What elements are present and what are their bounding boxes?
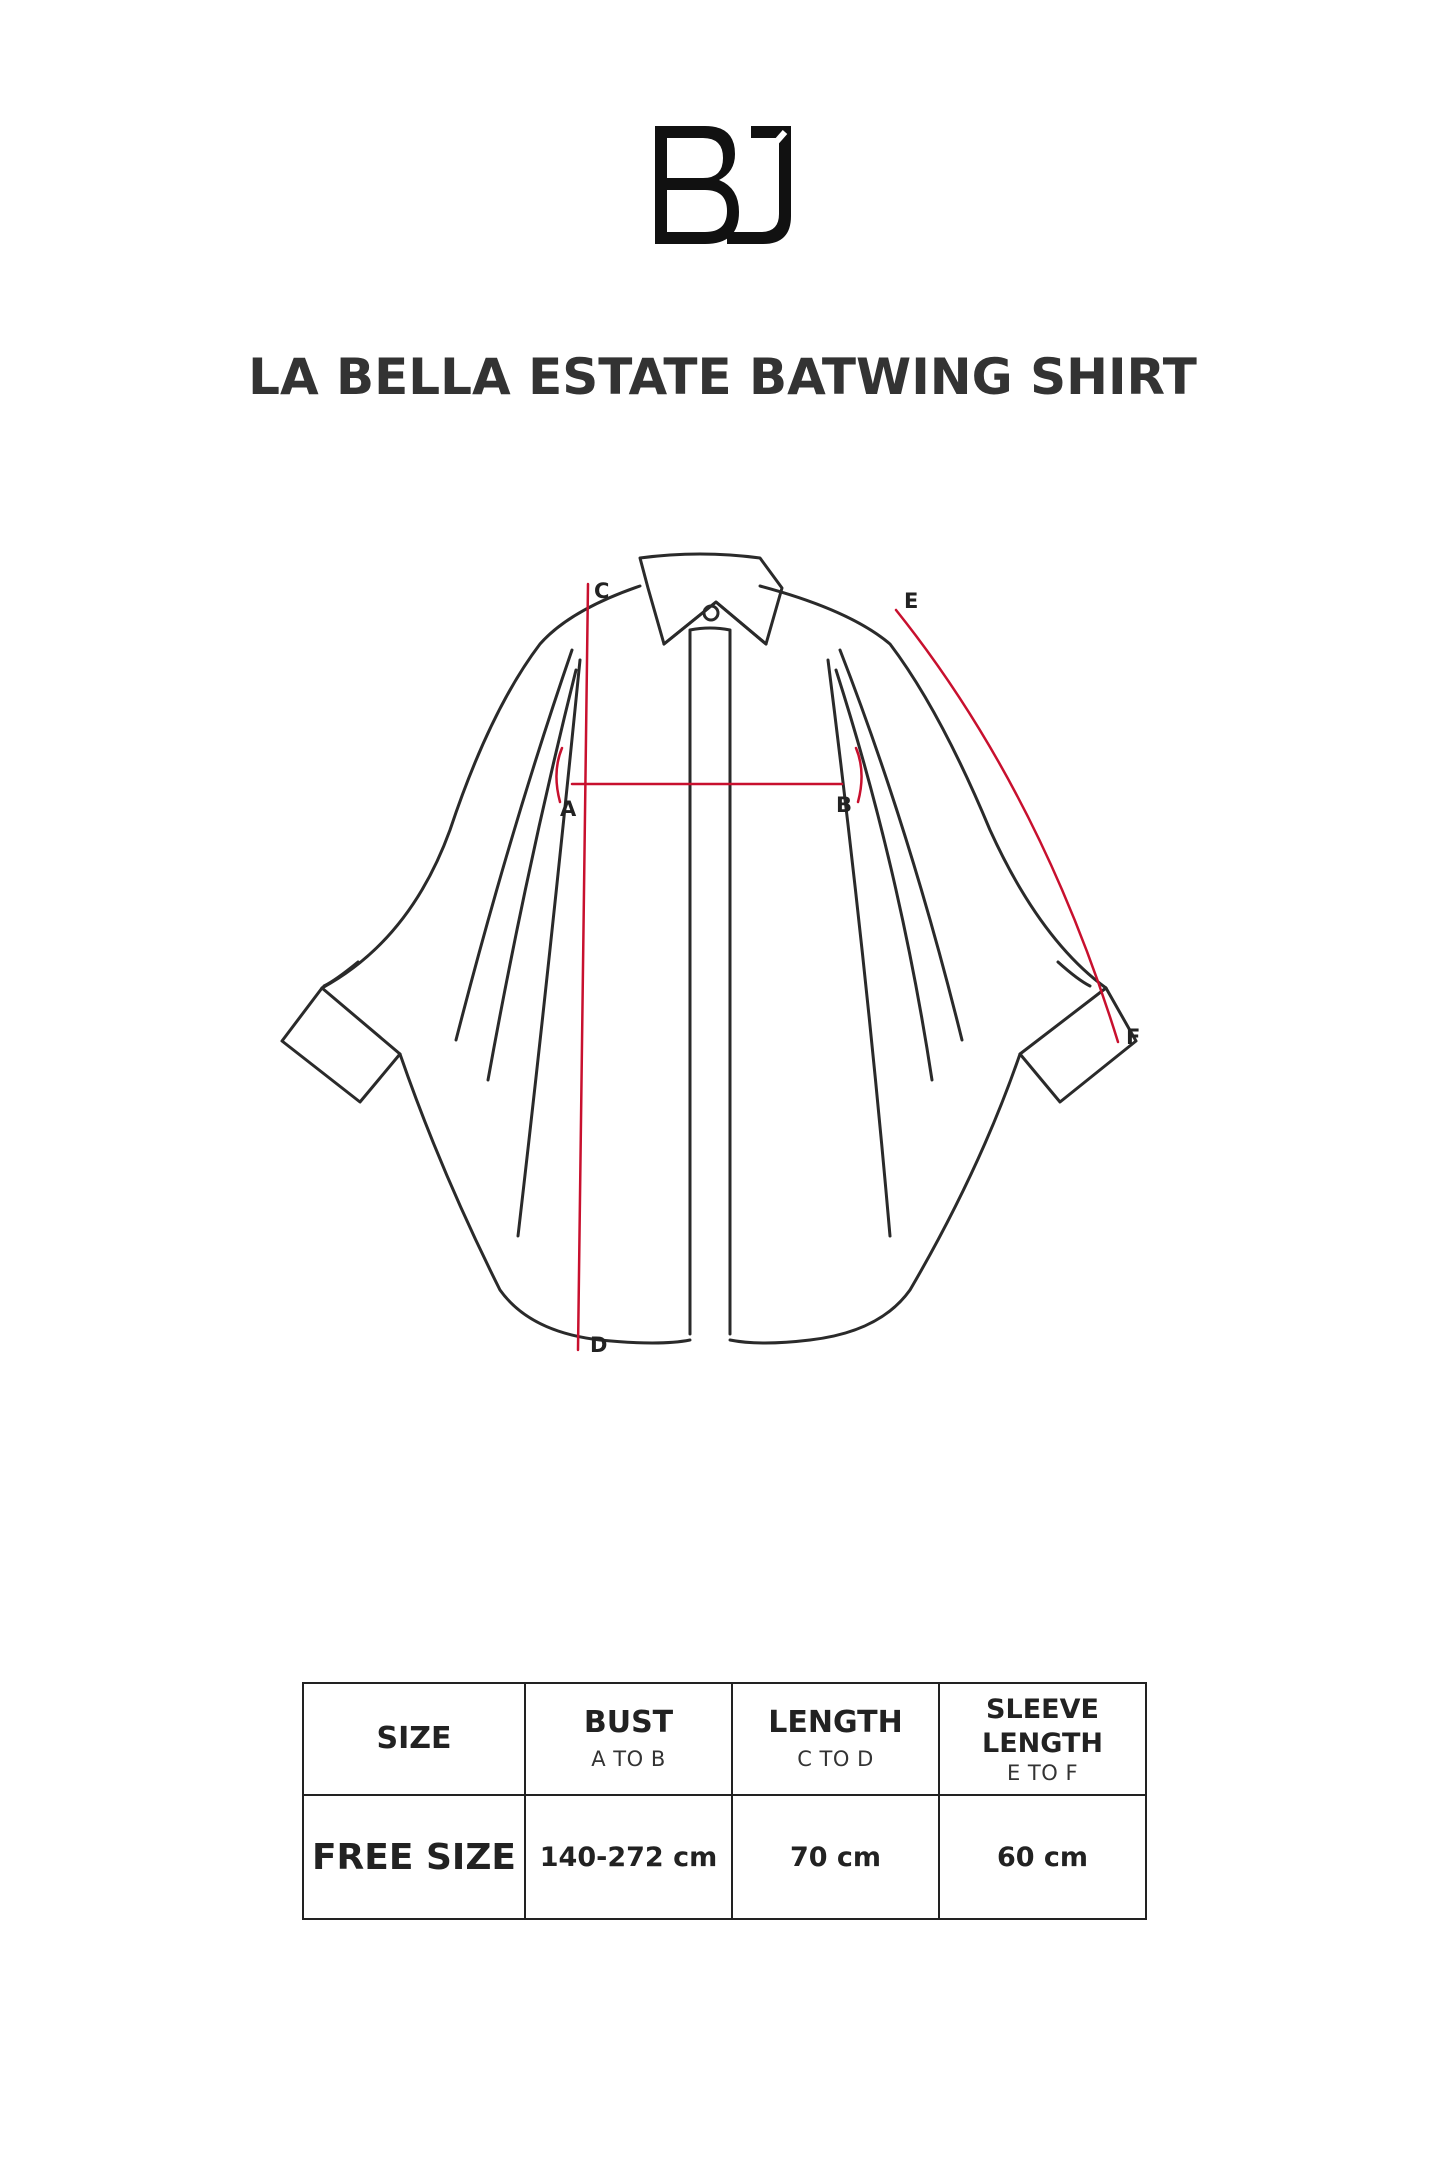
header-size: SIZE: [303, 1683, 525, 1795]
size-table: [302, 1682, 1147, 1920]
placket: [690, 628, 730, 1334]
left-cuff: [322, 988, 400, 1054]
cell-size: FREE SIZE: [303, 1795, 525, 1919]
page-title: LA BELLA ESTATE BATWING SHIRT: [248, 348, 1197, 406]
header-length: LENGTH C TO D: [732, 1683, 939, 1795]
header-bust: BUST A TO B: [525, 1683, 732, 1795]
table-row: [303, 1795, 1146, 1919]
brand-logo: [653, 124, 793, 246]
left-fold-4: [324, 962, 358, 986]
right-fold-1: [840, 650, 962, 1040]
left-body: [282, 586, 690, 1343]
right-body: [730, 586, 1136, 1343]
measurement-lines: [556, 584, 1118, 1350]
label-f: F: [1126, 1025, 1141, 1049]
label-b: B: [836, 793, 853, 817]
cell-length: 70 cm: [732, 1795, 939, 1919]
header-sleeve-length: SLEEVE LENGTH E TO F: [939, 1683, 1146, 1795]
cell-sleeve: 60 cm: [939, 1795, 1146, 1919]
shirt-diagram: [260, 510, 1200, 1370]
bust-mark-left: [556, 748, 562, 802]
length-line: [578, 584, 588, 1350]
left-fold-1: [456, 650, 572, 1040]
cell-bust: 140-272 cm: [525, 1795, 732, 1919]
sleeve-line: [896, 610, 1118, 1042]
label-a: A: [560, 797, 577, 821]
collar: [640, 554, 782, 644]
left-fold-3: [518, 660, 580, 1236]
right-fold-4: [1058, 962, 1090, 986]
collar-button: [704, 606, 718, 620]
label-c: C: [594, 579, 610, 603]
shirt-outline: [282, 554, 1136, 1343]
label-d: D: [590, 1333, 608, 1357]
right-cuff: [1020, 988, 1106, 1054]
label-e: E: [904, 589, 919, 613]
table-header-row: [303, 1683, 1146, 1795]
